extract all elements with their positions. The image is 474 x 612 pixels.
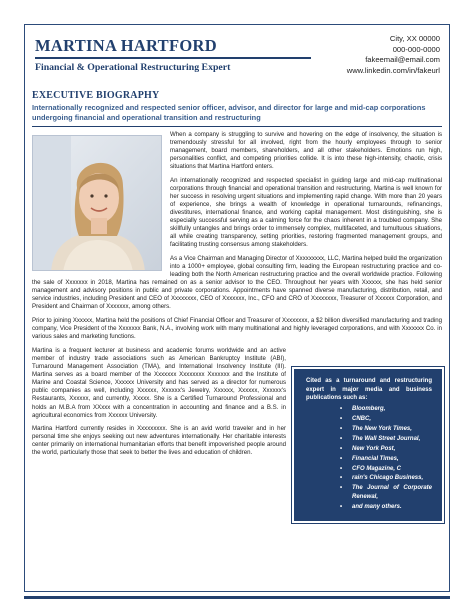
intro-divider [32, 126, 442, 127]
media-item: • The New York Times, [306, 425, 432, 433]
header [32, 30, 442, 88]
contact-phone: 000-000-0000 [392, 44, 440, 54]
paragraph-3: As a Vice Chairman and Managing Director of Xxxxxxxxx, LLC, Martina helped build the organization into a 1000+ employee, global consulting firm, leading the European restructuring practice and co-leading both the North American restructuring practice and the overall worldwide practice. Following the sale of Xxxxxxx in 2018, Martina has remained on as a senior advisor to the CEO. Throughout her years with Xxxxxx, she has held senior management and advisory positions in public and private corporations. Appointments have spanned diverse manufacturing, distribution, retail, and service industries, including President and CEO of Xxxxxxxx, CEO of Xxxxxxx, Inc., CFO and CRO of Xxxxxxxx, Treasurer of Xxxxxx Corporation, and President and Chairman of Xxxxxxx, among others. [32, 254, 442, 311]
media-item: • Bloomberg, [306, 405, 432, 413]
footer-bar [24, 596, 450, 599]
contact-block [347, 34, 440, 76]
media-item: • CNBC, [306, 415, 432, 423]
paragraph-6: Martina Hartford currently resides in Xxxxxxxxx. She is an avid world traveler and in her personal time she enjoys seeking out new adventures internationally. Her charitable interests center primarily on international humanitarian efforts that benefit impoverished people around the world, particularly those that seek to better the lives and education of children. [32, 425, 286, 457]
paragraph-4: Prior to joining Xxxxxx, Martina held the positions of Chief Financial Officer and Treasurer of Xxxxxxxx, a $2 billion diversified manufacturing and trading company, Vice President of the Xxxxxxx Bank, N.A., involving work with many multinational and highly leveraged corporations, and with Xxxxxxx Co. in various sales and marketing functions. [32, 317, 442, 341]
media-list [306, 405, 432, 511]
media-item: • New York Post, [306, 445, 432, 453]
media-item: • and many others. [306, 503, 432, 511]
candidate-name: MARTINA HARTFORD [35, 36, 217, 55]
name-divider [35, 57, 311, 59]
paragraph-5: Martina is a frequent lecturer at business and academic forums worldwide and an active member of industry trade associations such as American Bankruptcy Institute (ABI), Turnaround Management Association (TMA), and International Insolvency Institute (III). Martina serves as a board member of the Xxxxxxx Xxxxxxxx Xxxxxxx and the Institute of Marine and Coastal Science, Xxxxxx University and has served as a director for numerous public companies as well, including Xxxxxx, Xxxxxx's Jewelry, Xxxxxx, Xxxxxx, Xxxxxx's Restaurants, Xxxxxx, and currently, Xxxxx. She is a Certified Turnaround Professional and holds an M.B.A from XXxxx with a concentration in accounting and finance and a B.S. in agricultural economics from Xxxxxx University. [32, 346, 286, 419]
section-title: EXECUTIVE BIOGRAPHY [32, 90, 160, 101]
media-item: • Financial Times, [306, 455, 432, 463]
bottom-left-column [32, 341, 294, 521]
media-callout-box [294, 369, 442, 521]
biography-body [32, 131, 442, 521]
contact-city: City, XX 00000 [389, 34, 440, 43]
intro-statement: Internationally recognized and respected senior officer, advisor, and director for large and mid-cap corporations undergoing financial and operational transition and restructuring [32, 103, 426, 122]
media-item: • The Journal of Corporate Renewal, [306, 484, 432, 501]
portrait-photo [32, 135, 162, 271]
bottom-section [32, 341, 442, 521]
media-item: • CFO Magazine, C [306, 465, 432, 473]
paragraph-1: When a company is struggling to survive and hovering on the edge of insolvency, the situation is tremendously stressful for all involved, right from the hourly employees through to senior management, board members, shareholders, and all other stakeholders. Emotions run high, personalities conflict, and competing priorities collide. It is into these high-intensity, chaotic, crisis situations that Martina Hartford enters. [170, 130, 442, 170]
media-item: • rain's Chicago Business, [306, 474, 432, 482]
media-item: • The Wall Street Journal, [306, 435, 432, 443]
contact-linkedin[interactable]: www.linkedin.com/in/fakeurl [346, 65, 440, 75]
contact-email[interactable]: fakeemail@email.com [365, 55, 440, 65]
resume-page [24, 24, 450, 592]
paragraph-2: An internationally recognized and respected specialist in guiding large and mid-cap multinational corporations through financial and operational transition and restructuring, Martina is well known for her success in resolving urgent situations and implementing rapid change. With more than 20 years of experience, she brings a wealth of knowledge in operational turnarounds, refinancings, divestitures, international finance, and working capital management. Most distinguishing, she is especially successful serving as a calming force for the chaos inherent in a troubled company. She skillfully untangles and brings order to immensely complex, multifaceted, and tumultuous situations, all while creating transparency, setting priorities, restoring fragmented management groups, and facilitating trusting consensus among stakeholders. [170, 176, 442, 249]
callout-heading: Cited as a turnaround and restructuring expert in major media and business publications such as: [306, 378, 432, 401]
candidate-title: Financial & Operational Restructuring Expert [35, 62, 231, 73]
portrait-image [33, 136, 162, 271]
